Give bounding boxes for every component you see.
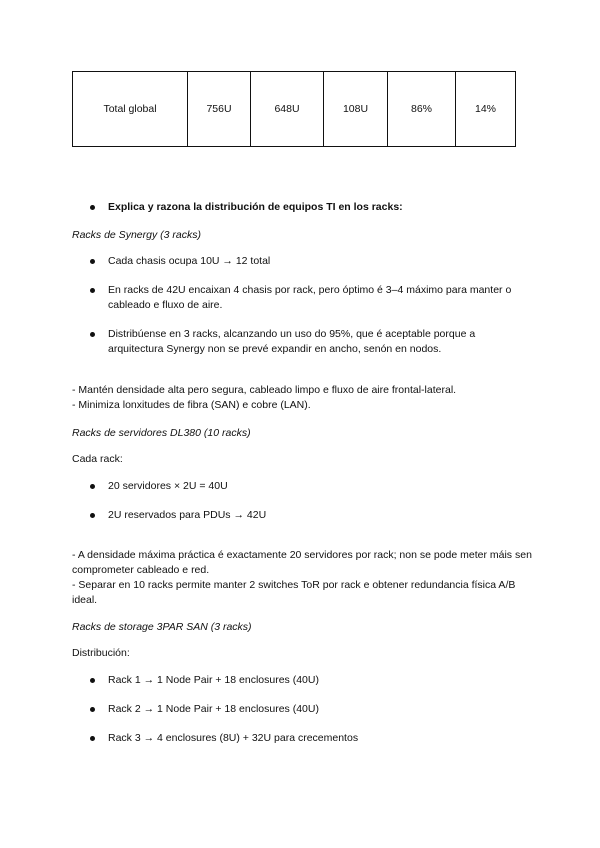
bullet-icon	[90, 484, 95, 489]
bullet-icon	[90, 259, 95, 264]
list-item: Distribúense en 3 racks, alcanzando un uso do 95%, que é aceptable porque a arquitectura Synergy non se prevé expandir en ancho, senón en nodos.	[72, 327, 532, 357]
bullet-icon	[90, 678, 95, 683]
storage-heading: Racks de storage 3PAR SAN (3 racks)	[72, 621, 252, 633]
dl380-note-2: - Separar en 10 racks permite manter 2 switches ToR por rack e obtener redundancia física A/B ideal.	[72, 579, 516, 606]
dl380-note-1: - A densidade máxima práctica é exactamente 20 servidores por rack; non se pode meter máis sen comprometer cableado e red.	[72, 549, 532, 576]
list-item: 20 servidores × 2U = 40U	[72, 479, 532, 494]
list-item: En racks de 42U encaixan 4 chasis por rack, pero óptimo é 3–4 máximo para manter o cableado e fluxo de aire.	[72, 283, 532, 313]
table-cell-free-pct: 14%	[456, 72, 516, 147]
question-text: Explica y razona la distribución de equipos TI en los racks:	[108, 201, 403, 213]
synergy-heading: Racks de Synergy (3 racks)	[72, 229, 201, 241]
bullet-icon	[90, 513, 95, 518]
question-list	[72, 200, 532, 215]
table-cell-free: 108U	[324, 72, 388, 147]
list-item: Rack 1 → 1 Node Pair + 18 enclosures (40U)	[72, 673, 532, 688]
list-item	[72, 200, 532, 215]
dl380-list	[72, 479, 532, 523]
bullet-icon	[90, 332, 95, 337]
table-row	[73, 72, 516, 147]
list-item: Rack 3 → 4 enclosures (8U) + 32U para crecementos	[72, 731, 532, 746]
table-cell-total: 756U	[188, 72, 251, 147]
storage-list	[72, 673, 532, 746]
bullet-icon	[90, 736, 95, 741]
table-cell-label: Total global	[73, 72, 188, 147]
synergy-note-1: - Mantén densidade alta pero segura, cableado limpo e fluxo de aire frontal-lateral.	[72, 384, 457, 396]
totals-table	[72, 71, 516, 147]
table-cell-used-pct: 86%	[388, 72, 456, 147]
list-item: Rack 2 → 1 Node Pair + 18 enclosures (40U)	[72, 702, 532, 717]
bullet-icon	[90, 288, 95, 293]
storage-intro: Distribución:	[72, 647, 130, 659]
synergy-list	[72, 254, 532, 357]
dl380-heading: Racks de servidores DL380 (10 racks)	[72, 427, 251, 439]
dl380-intro: Cada rack:	[72, 453, 123, 465]
bullet-icon	[90, 707, 95, 712]
table-cell-used: 648U	[251, 72, 324, 147]
bullet-icon	[90, 205, 95, 210]
synergy-note-2: - Minimiza lonxitudes de fibra (SAN) e cobre (LAN).	[72, 399, 311, 411]
list-item: 2U reservados para PDUs → 42U	[72, 508, 532, 523]
list-item: Cada chasis ocupa 10U → 12 total	[72, 254, 532, 269]
